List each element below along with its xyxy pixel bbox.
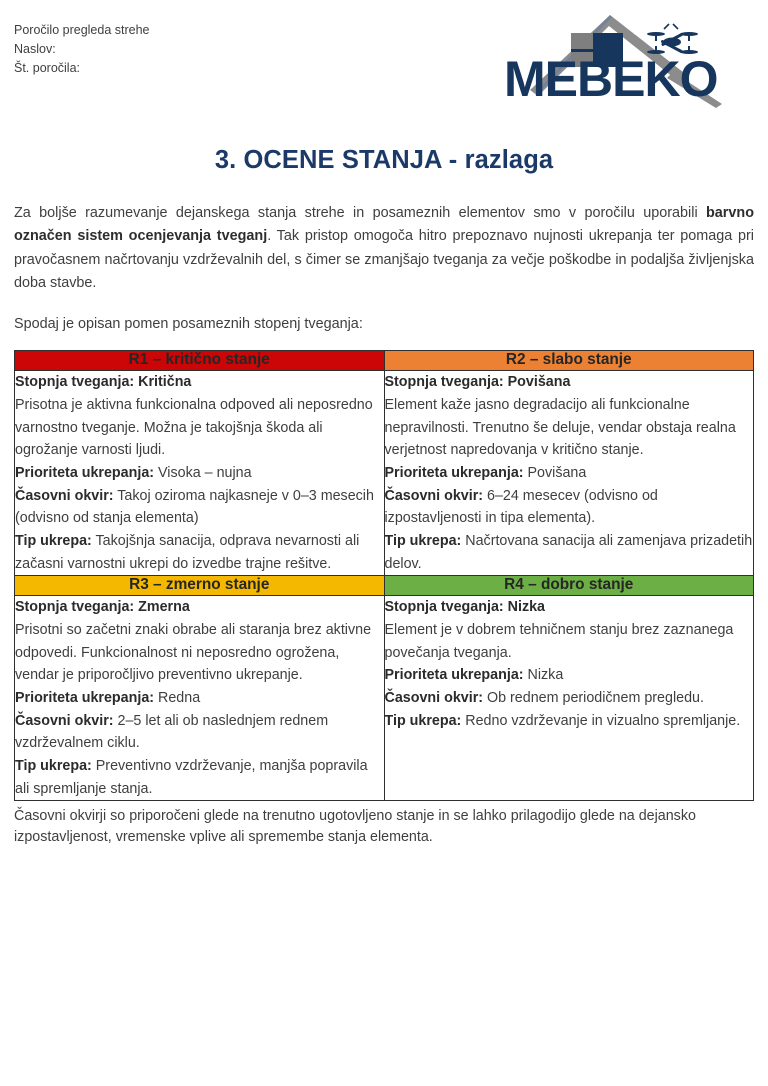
risk-detail-value: Preventivno vzdrževanje, manjša popravila ali spremljanje stanja.	[15, 757, 368, 797]
page-header	[14, 12, 754, 116]
risk-detail-line	[15, 596, 384, 619]
table-row-body-1	[15, 371, 754, 576]
risk-detail-value: Redna	[154, 689, 201, 706]
risk-detail-value: Kritična	[134, 374, 192, 391]
risk-detail-value: Prisotni so začetni znaki obrabe ali staranja brez aktivne odpovedi. Funkcionalnost ni neposredno ogrožena, vendar je priporočljivo preventivno ukrepanje.	[15, 621, 372, 684]
risk-detail-label: Stopnja tveganja:	[15, 374, 135, 391]
risk-detail-value: Visoka – nujna	[154, 464, 252, 481]
risk-detail-value: Nizka	[523, 667, 564, 684]
logo-wordmark: MEBEKO	[504, 51, 718, 107]
risk-detail-label: Tip ukrepa:	[384, 532, 462, 549]
risk-header-r4: R4 – dobro stanje	[384, 576, 754, 596]
risk-detail-value: Redno vzdrževanje in vizualno spremljanje.	[461, 712, 741, 729]
page-title: 3. OCENE STANJA - razlaga	[214, 146, 554, 174]
risk-detail-line	[15, 371, 384, 394]
table-row-headers-2	[15, 576, 754, 596]
risk-detail-label: Časovni okvir:	[15, 487, 114, 504]
risk-detail-value: Element je v dobrem tehničnem stanju brez zaznanega povečanja tveganja.	[384, 621, 734, 661]
risk-cell-r2	[384, 371, 754, 576]
risk-detail-label: Stopnja tveganja:	[384, 374, 504, 391]
risk-detail-line	[15, 710, 384, 755]
risk-detail-line	[385, 485, 754, 530]
risk-detail-line	[15, 755, 384, 800]
risk-detail-line	[15, 687, 384, 710]
intro-bold-phrase: barvno označen sistem ocenjevanja tveganj	[14, 205, 754, 245]
risk-detail-line	[385, 687, 754, 710]
intro-paragraph	[14, 202, 754, 295]
risk-detail-line	[385, 462, 754, 485]
risk-detail-value: 2–5 let ali ob naslednjem rednem vzdrževalnem ciklu.	[15, 712, 329, 752]
risk-detail-label: Prioriteta ukrepanja:	[15, 464, 155, 481]
risk-detail-label: Tip ukrepa:	[384, 712, 462, 729]
risk-detail-value: Povišana	[523, 464, 587, 481]
risk-detail-line	[15, 485, 384, 530]
company-logo	[492, 12, 744, 108]
risk-detail-line	[15, 394, 384, 462]
risk-detail-label: Prioriteta ukrepanja:	[15, 689, 155, 706]
risk-detail-line	[15, 462, 384, 485]
risk-detail-line	[385, 619, 754, 664]
risk-detail-line	[385, 664, 754, 687]
risk-detail-label: Časovni okvir:	[384, 487, 484, 504]
table-footnote: Časovni okvirji so priporočeni glede na trenutno ugotovljeno stanje in se lahko prilagodijo glede na dejansko izpostavljenost, vremenske vplive ali spremembe stanja elementa.	[14, 808, 696, 846]
risk-detail-line	[385, 371, 754, 394]
risk-level-table	[14, 350, 754, 801]
risk-detail-label: Tip ukrepa:	[15, 757, 92, 774]
risk-detail-line	[385, 530, 754, 575]
risk-detail-value: Prisotna je aktivna funkcionalna odpoved ali neposredno varnostno tveganje. Možna je takojšnja škoda ali ogrožanje varnosti ljudi.	[15, 397, 373, 459]
risk-detail-label: Prioriteta ukrepanja:	[384, 667, 524, 684]
report-meta-line-title: Poročilo pregleda strehe	[14, 23, 150, 37]
risk-detail-label: Tip ukrepa:	[15, 532, 92, 549]
risk-detail-value: Povišana	[503, 374, 571, 391]
table-row-body-2	[15, 596, 754, 801]
risk-cell-r1	[15, 371, 385, 576]
risk-cell-r3	[15, 596, 385, 801]
risk-detail-value: Takojšnja sanacija, odprava nevarnosti ali začasni varnostni ukrepi do izvedbe trajne rešitve.	[15, 532, 360, 572]
risk-detail-line	[385, 394, 754, 462]
risk-cell-r4	[384, 596, 754, 801]
risk-detail-value: Ob rednem periodičnem pregledu.	[483, 689, 704, 706]
risk-detail-value: Takoj oziroma najkasneje v 0–3 mesecih (odvisno od stanja elementa)	[15, 487, 374, 527]
risk-detail-label: Prioriteta ukrepanja:	[384, 464, 524, 481]
report-meta-line-address: Naslov:	[14, 42, 56, 56]
risk-detail-value: Načrtovana sanacija ali zamenjava prizadetih delov.	[384, 532, 753, 572]
mebeko-logo-svg	[492, 12, 744, 108]
drone-icon	[647, 24, 698, 54]
risk-detail-value: Nizka	[503, 599, 545, 616]
intro-lead-line: Spodaj je opisan pomen posameznih stopenj tveganja:	[14, 316, 363, 333]
table-row-headers-1	[15, 351, 754, 371]
risk-detail-label: Časovni okvir:	[384, 689, 484, 706]
risk-detail-value: Element kaže jasno degradacijo ali funkcionalne nepravilnosti. Trenutno še deluje, vendar obstaja realna verjetnost napredovanja v kritično stanje.	[384, 397, 736, 459]
risk-detail-line	[15, 530, 384, 575]
risk-header-r2: R2 – slabo stanje	[384, 351, 754, 371]
report-meta	[14, 12, 150, 78]
intro-part-1: Za boljše razumevanje dejanskega stanja strehe in posameznih elementov smo v poročilu uporabili	[14, 205, 707, 221]
risk-detail-line	[385, 710, 754, 733]
risk-detail-label: Stopnja tveganja:	[384, 599, 504, 616]
risk-header-r3: R3 – zmerno stanje	[15, 576, 385, 596]
risk-detail-label: Stopnja tveganja:	[15, 599, 135, 616]
risk-header-r1: R1 – kritično stanje	[15, 351, 385, 371]
risk-detail-line	[15, 619, 384, 687]
risk-detail-value: 6–24 mesecev (odvisno od izpostavljenosti in tipa elementa).	[384, 487, 658, 527]
risk-detail-label: Časovni okvir:	[15, 712, 114, 729]
intro-part-2: . Tak pristop omogoča hitro prepoznavo nujnosti ukrepanja ter pomaga pri pravočasnem načrtovanju vzdrževalnih del, s čimer se zmanjšajo tveganja za večje poškodbe in podaljša življenjska doba stavbe.	[14, 228, 754, 291]
risk-detail-line	[385, 596, 754, 619]
risk-detail-value: Zmerna	[134, 599, 190, 616]
report-meta-line-number: Št. poročila:	[14, 61, 81, 75]
